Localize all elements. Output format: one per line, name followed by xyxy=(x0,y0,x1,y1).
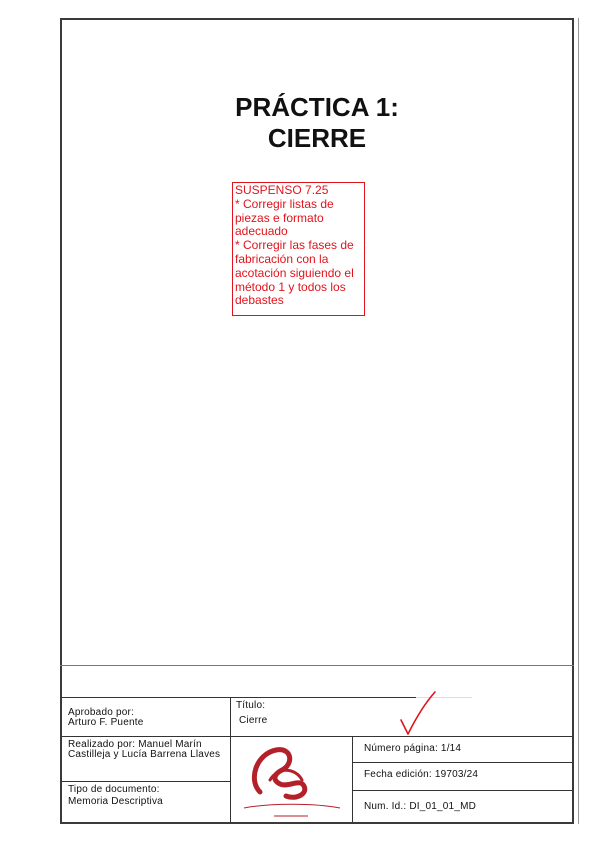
title-cell xyxy=(236,701,346,726)
tb-top-line xyxy=(62,697,416,698)
approved-value: Arturo F. Puente xyxy=(68,717,144,728)
red-checkmark-icon xyxy=(398,690,438,738)
doc-type-value: Memoria Descriptiva xyxy=(68,796,163,807)
annotation-line-3: * Corregir las fases de fabricación con la acotación siguiendo el método 1 y todos los debastes xyxy=(235,238,354,308)
page-number-cell xyxy=(364,744,569,754)
edition-date: Fecha edición: 19703/24 xyxy=(364,769,479,780)
annotation-line-2: * Corregir listas de piezas e formato adecuado xyxy=(235,196,334,239)
page-number: Número página: 1/14 xyxy=(364,743,462,754)
doc-id-cell xyxy=(364,802,569,812)
title-value: Cierre xyxy=(239,715,268,726)
tb-right-row-line-1 xyxy=(352,762,572,763)
made-by-cell xyxy=(68,740,228,759)
tb-left-row-line xyxy=(62,781,230,782)
tb-col-line-2 xyxy=(352,736,353,822)
annotation-line-1: SUSPENSO 7.25 xyxy=(235,183,329,197)
title-label: Título: xyxy=(236,700,266,711)
approved-cell xyxy=(68,708,228,728)
document-title xyxy=(60,92,574,154)
title-line-2: CIERRE xyxy=(267,123,367,153)
footer-separator xyxy=(60,665,574,666)
doc-id: Num. Id.: DI_01_01_MD xyxy=(364,801,477,812)
tb-row-line xyxy=(62,736,572,737)
made-by-text: Realizado por: Manuel Marín Castilleja y Lucía Barrena Llaves xyxy=(68,739,221,760)
approved-label: Aprobado por: xyxy=(68,707,134,718)
edition-date-cell xyxy=(364,770,569,780)
doc-type-label: Tipo de documento: xyxy=(68,784,160,795)
title-line-1: PRÁCTICA 1: xyxy=(235,92,399,122)
company-logo xyxy=(230,740,352,822)
tb-right-row-line-2 xyxy=(352,790,572,791)
page-frame-edge xyxy=(578,18,579,824)
doc-type-cell xyxy=(68,784,228,808)
grade-annotation xyxy=(232,182,365,316)
